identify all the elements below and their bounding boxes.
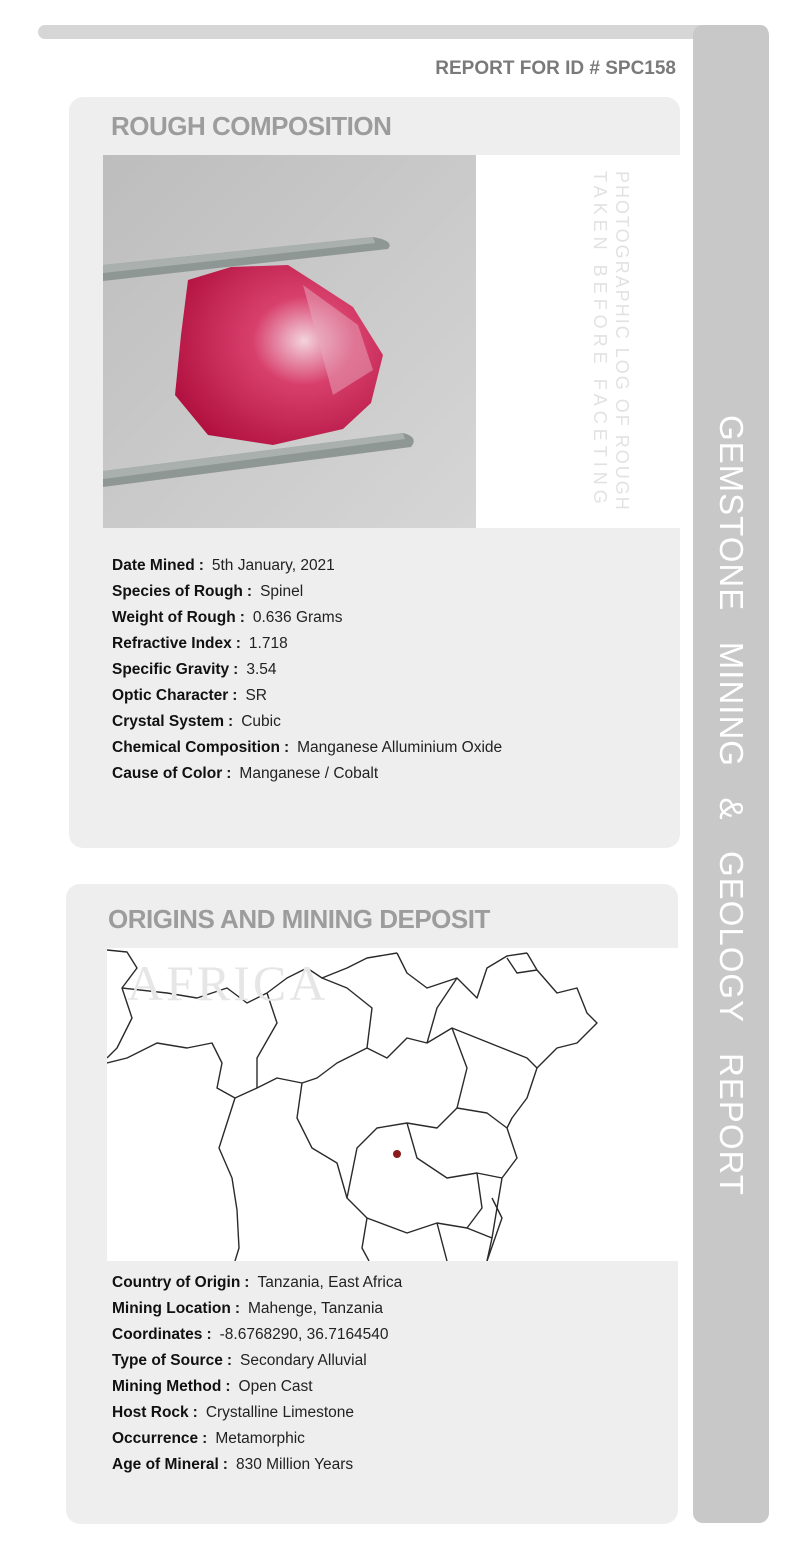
detail-row: Age of Mineral : 830 Million Years: [112, 1456, 354, 1473]
detail-label: Host Rock: [112, 1404, 189, 1421]
detail-label: Mining Method: [112, 1378, 222, 1395]
detail-row: Coordinates : -8.6768290, 36.7164540: [112, 1326, 389, 1343]
rough-photo-section: [103, 155, 680, 528]
detail-value: 3.54: [246, 661, 277, 678]
rough-composition-title: ROUGH COMPOSITION: [111, 111, 392, 141]
detail-label: Species of Rough: [112, 583, 243, 600]
africa-map: [107, 948, 678, 1261]
detail-row: Country of Origin : Tanzania, East Africa: [112, 1274, 403, 1291]
detail-row: Date Mined : 5th January, 2021: [112, 557, 335, 574]
detail-label: Refractive Index: [112, 635, 232, 652]
detail-label: Date Mined: [112, 557, 195, 574]
detail-value: 0.636 Grams: [252, 609, 343, 626]
side-title-word: MINING: [713, 641, 750, 767]
detail-label: Weight of Rough: [112, 609, 236, 626]
detail-row: Host Rock : Crystalline Limestone: [112, 1404, 355, 1421]
mining-location-marker: [393, 1150, 401, 1158]
side-title-word: &: [713, 797, 750, 821]
detail-row: Crystal System : Cubic: [112, 713, 281, 730]
detail-label: Optic Character: [112, 687, 229, 704]
detail-value: Crystalline Limestone: [205, 1404, 355, 1421]
origin-details-list: [112, 1274, 402, 1482]
rough-gem-photo: [103, 155, 476, 528]
detail-label: Mining Location: [112, 1300, 231, 1317]
map-title: AFRICA: [127, 955, 329, 1011]
report-id: REPORT FOR ID # SPC158: [435, 58, 676, 79]
top-bar: [38, 25, 768, 39]
detail-label: Coordinates: [112, 1326, 203, 1343]
detail-value: Open Cast: [238, 1378, 313, 1395]
detail-value: -8.6768290, 36.7164540: [219, 1326, 389, 1343]
detail-value: 5th January, 2021: [211, 557, 335, 574]
detail-value: Spinel: [260, 583, 304, 600]
photo-caption-line: PHOTOGRAPHIC LOG OF ROUGH: [612, 171, 632, 512]
detail-row: Chemical Composition : Manganese Alluminium Oxide: [112, 739, 503, 756]
detail-row: Type of Source : Secondary Alluvial: [112, 1352, 367, 1369]
side-title-word: GEMSTONE: [713, 415, 750, 612]
detail-label: Specific Gravity: [112, 661, 230, 678]
detail-value: Secondary Alluvial: [240, 1352, 367, 1369]
report-sidebar: [693, 25, 769, 1523]
detail-row: Occurrence : Metamorphic: [112, 1430, 305, 1447]
detail-value: SR: [245, 687, 268, 704]
detail-row: Weight of Rough : 0.636 Grams: [112, 609, 343, 626]
detail-row: Optic Character : SR: [112, 687, 268, 704]
detail-label: Age of Mineral: [112, 1456, 219, 1473]
report-side-title: [712, 415, 750, 1196]
detail-label: Cause of Color: [112, 765, 223, 782]
side-title-word: GEOLOGY: [713, 851, 750, 1023]
detail-row: Mining Location : Mahenge, Tanzania: [112, 1300, 384, 1317]
detail-label: Crystal System: [112, 713, 225, 730]
detail-value: Cubic: [241, 713, 281, 730]
origins-title: ORIGINS AND MINING DEPOSIT: [108, 904, 490, 934]
detail-row: Refractive Index : 1.718: [112, 635, 288, 652]
detail-value: 1.718: [248, 635, 288, 652]
detail-row: Mining Method : Open Cast: [112, 1378, 313, 1395]
detail-label: Country of Origin: [112, 1274, 241, 1291]
detail-row: Specific Gravity : 3.54: [112, 661, 277, 678]
side-title-word: REPORT: [713, 1052, 750, 1196]
detail-value: Manganese / Cobalt: [239, 765, 379, 782]
detail-label: Chemical Composition: [112, 739, 280, 756]
photo-caption: [589, 171, 633, 511]
detail-value: Tanzania, East Africa: [257, 1274, 403, 1291]
detail-value: Metamorphic: [215, 1430, 305, 1447]
rough-details-list: [112, 557, 502, 791]
detail-row: Cause of Color : Manganese / Cobalt: [112, 765, 379, 782]
detail-value: Manganese Alluminium Oxide: [297, 739, 503, 756]
photo-caption-line: TAKEN BEFORE FACETING: [590, 171, 610, 509]
detail-row: Species of Rough : Spinel: [112, 583, 304, 600]
detail-label: Type of Source: [112, 1352, 223, 1369]
detail-value: 830 Million Years: [235, 1456, 354, 1473]
detail-label: Occurrence: [112, 1430, 199, 1447]
detail-value: Mahenge, Tanzania: [248, 1300, 384, 1317]
gem-in-tweezers-illustration: [103, 155, 476, 528]
